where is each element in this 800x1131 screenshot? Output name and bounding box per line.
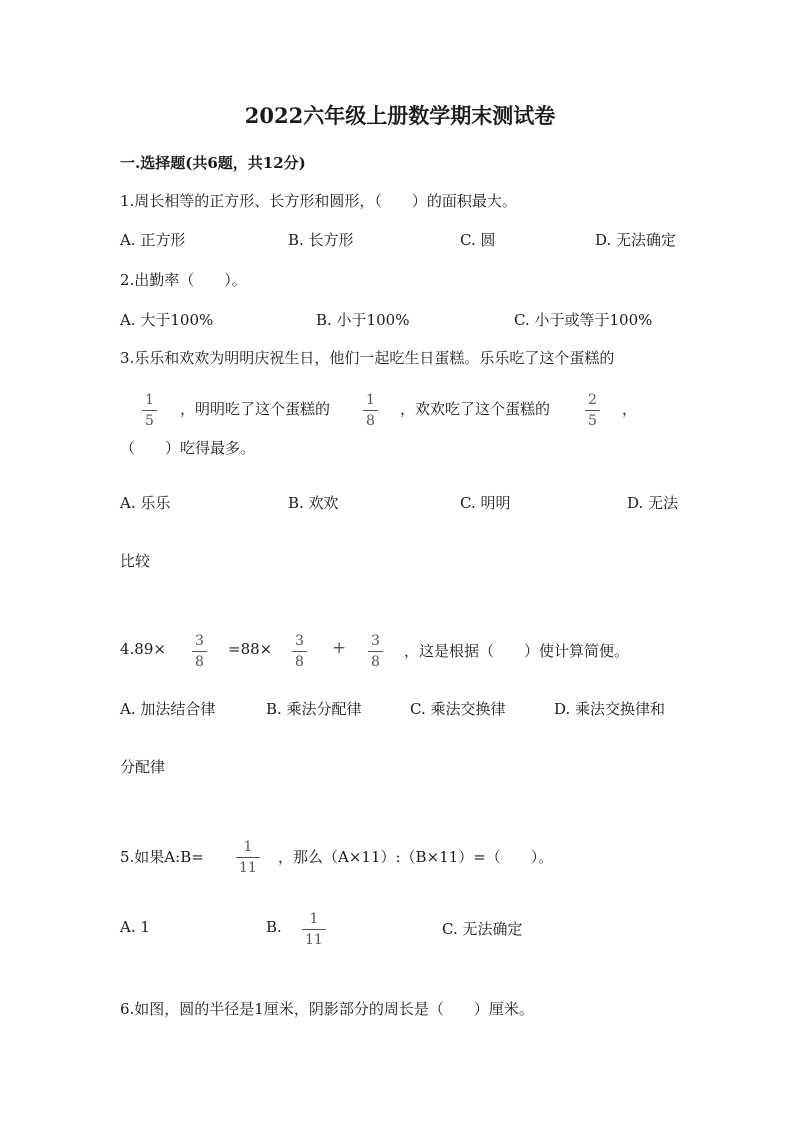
question-5-option-b[interactable]: B.	[266, 918, 282, 936]
section-heading: 一.选择题(共6题，共12分)	[120, 154, 306, 172]
fraction-numerator: 1	[309, 911, 319, 927]
question-4-fraction-3	[368, 634, 383, 669]
fraction-numerator: 1	[243, 839, 253, 855]
question-5-prefix: 5.如果A:B=	[120, 848, 204, 866]
question-3-text-b: ，欢欢吃了这个蛋糕的	[400, 400, 551, 418]
question-5-option-a[interactable]: A. 1	[120, 918, 150, 936]
fraction-numerator: 1	[145, 392, 154, 408]
question-3-stem-line1: 3.乐乐和欢欢为明明庆祝生日，他们一起吃生日蛋糕。乐乐吃了这个蛋糕的	[120, 349, 615, 367]
fraction-denominator: 5	[145, 413, 154, 429]
question-5-fraction	[236, 840, 260, 875]
question-2-option-b[interactable]: B. 小于100%	[316, 311, 410, 329]
question-3-option-b[interactable]: B. 欢欢	[288, 494, 339, 512]
question-5-suffix: ，那么（A×11）:（B×11）=（ ）。	[278, 848, 554, 866]
question-1-option-a[interactable]: A. 正方形	[120, 231, 186, 249]
question-4-suffix: ，这是根据（ ）使计算简便。	[404, 642, 630, 660]
fraction-numerator: 3	[195, 633, 204, 649]
fraction-denominator: 11	[239, 860, 257, 876]
question-6-stem: 6.如图，圆的半径是1厘米，阴影部分的周长是（ ）厘米。	[120, 1000, 534, 1018]
fraction-denominator: 8	[195, 654, 204, 670]
question-2-option-c[interactable]: C. 小于或等于100%	[514, 311, 653, 329]
question-3-text-c: ，	[622, 400, 638, 418]
fraction-denominator: 8	[366, 413, 375, 429]
question-2-option-a[interactable]: A. 大于100%	[120, 311, 214, 329]
question-3-fraction-3	[585, 393, 600, 428]
question-4-option-d-wrap: 分配律	[120, 758, 166, 776]
question-2-stem: 2.出勤率（ ）。	[120, 271, 247, 289]
question-3-option-d[interactable]: D. 无法	[627, 494, 679, 512]
question-4-prefix: 4.89×	[120, 640, 166, 658]
fraction-numerator: 3	[295, 633, 304, 649]
question-1-option-d[interactable]: D. 无法确定	[595, 231, 677, 249]
question-3-option-d-wrap: 比较	[120, 552, 151, 570]
fraction-numerator: 1	[366, 392, 375, 408]
question-4-option-c[interactable]: C. 乘法交换律	[410, 700, 506, 718]
question-3-option-a[interactable]: A. 乐乐	[120, 494, 171, 512]
page-title: 2022六年级上册数学期末测试卷	[244, 103, 556, 128]
fraction-denominator: 8	[295, 654, 304, 670]
question-4-equals: =88×	[228, 640, 273, 658]
question-4-plus: +	[332, 638, 347, 658]
question-3-fraction-1	[142, 393, 157, 428]
fraction-numerator: 3	[371, 633, 380, 649]
question-4-option-a[interactable]: A. 加法结合律	[120, 700, 216, 718]
question-4-fraction-2	[292, 634, 307, 669]
question-5-option-b-fraction	[302, 912, 326, 947]
fraction-denominator: 5	[588, 413, 597, 429]
question-1-option-b[interactable]: B. 长方形	[288, 231, 354, 249]
fraction-denominator: 11	[305, 932, 323, 948]
question-1-stem: 1.周长相等的正方形、长方形和圆形，（ ）的面积最大。	[120, 192, 517, 210]
question-4-fraction-1	[192, 634, 207, 669]
fraction-denominator: 8	[371, 654, 380, 670]
question-4-option-b[interactable]: B. 乘法分配律	[266, 700, 362, 718]
question-5-option-c[interactable]: C. 无法确定	[442, 920, 523, 938]
question-1-option-c[interactable]: C. 圆	[460, 231, 496, 249]
fraction-numerator: 2	[588, 392, 597, 408]
question-3-fraction-2	[363, 393, 378, 428]
question-3-text-a: ，明明吃了这个蛋糕的	[180, 400, 331, 418]
question-3-option-c[interactable]: C. 明明	[460, 494, 511, 512]
question-3-stem-line3: （ ）吃得最多。	[120, 439, 256, 457]
question-4-option-d[interactable]: D. 乘法交换律和	[554, 700, 666, 718]
